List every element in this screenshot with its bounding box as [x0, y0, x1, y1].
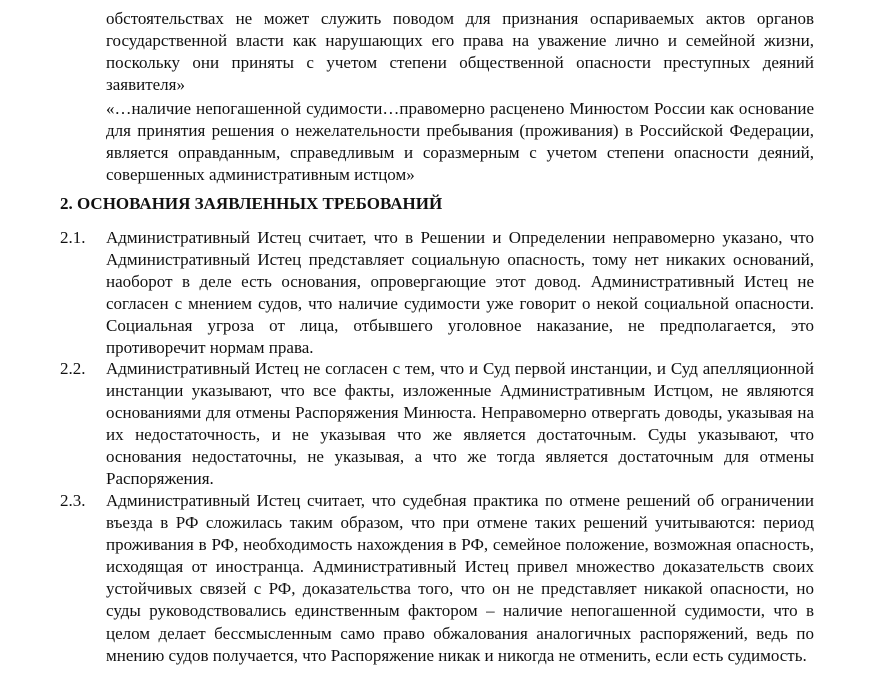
item-text: Административный Истец считает, что судебная практика по отмене решений об ограничении въезда в РФ сложилась таким образом, что при отмене таких решений учитываются: период проживания в РФ, необходимость нахождения в РФ, семейное положение, возможная опасность, исходящая от иностранца. Административный Истец привел множество доказательств своих устойчивых связей с РФ, доказательства того, что он не представляет никакой опасности, но суды руководствовались единственным фактором – наличие непогашенной судимости, что в целом делает бессмысленным само право обжалования аналогичных распоряжений, ведь по мнению судов получается, что Распоряжение никак и никогда не отменить, если есть судимость. — [106, 491, 814, 665]
quote-paragraph-2: «…наличие непогашенной судимости…правомерно расценено Минюстом России как основание для принятия решения о нежелательности пребывания (проживания) в Российской Федерации, является оправданным, справедливым и соразмерным с учетом степени опасности деяний, совершенных административным истцом» — [106, 99, 814, 185]
section-heading: 2. ОСНОВАНИЯ ЗАЯВЛЕННЫХ ТРЕБОВАНИЙ — [60, 194, 443, 213]
item-text: Административный Истец считает, что в Решении и Определении неправомерно указано, что Административный Истец представляет социальную опасность, тому нет никаких оснований, наоборот в деле есть основания, опровергающие этот довод. Административный Истец не согласен с мнением судов, что наличие судимости уже говорит о некой социальной опасности. Социальная угроза от лица, отбывшего уголовное наказание, не предполагается, это противоречит нормам права. — [106, 228, 814, 358]
item-number: 2.1. — [60, 228, 86, 247]
item-number: 2.3. — [60, 491, 86, 510]
item-number: 2.2. — [60, 359, 86, 378]
quote-paragraph-1: обстоятельствах не может служить поводом для признания оспариваемых актов органов государственной власти как нарушающих его права на уважение лично и семейной жизни, поскольку они приняты с учетом степени общественной опасности преступных деяний заявителя» — [106, 9, 814, 95]
item-text: Административный Истец не согласен с тем, что и Суд первой инстанции, и Суд апелляционной инстанции указывают, что все факты, изложенные Административным Истцом, не являются основаниями для отмены Распоряжения Минюста. Неправомерно отвергать доводы, указывая на их недостаточность, и не указывая что же является достаточным. Суды указывают, что основания недостаточны, не указывая, а что же тогда является достаточным для отмены Распоряжения. — [106, 359, 814, 489]
